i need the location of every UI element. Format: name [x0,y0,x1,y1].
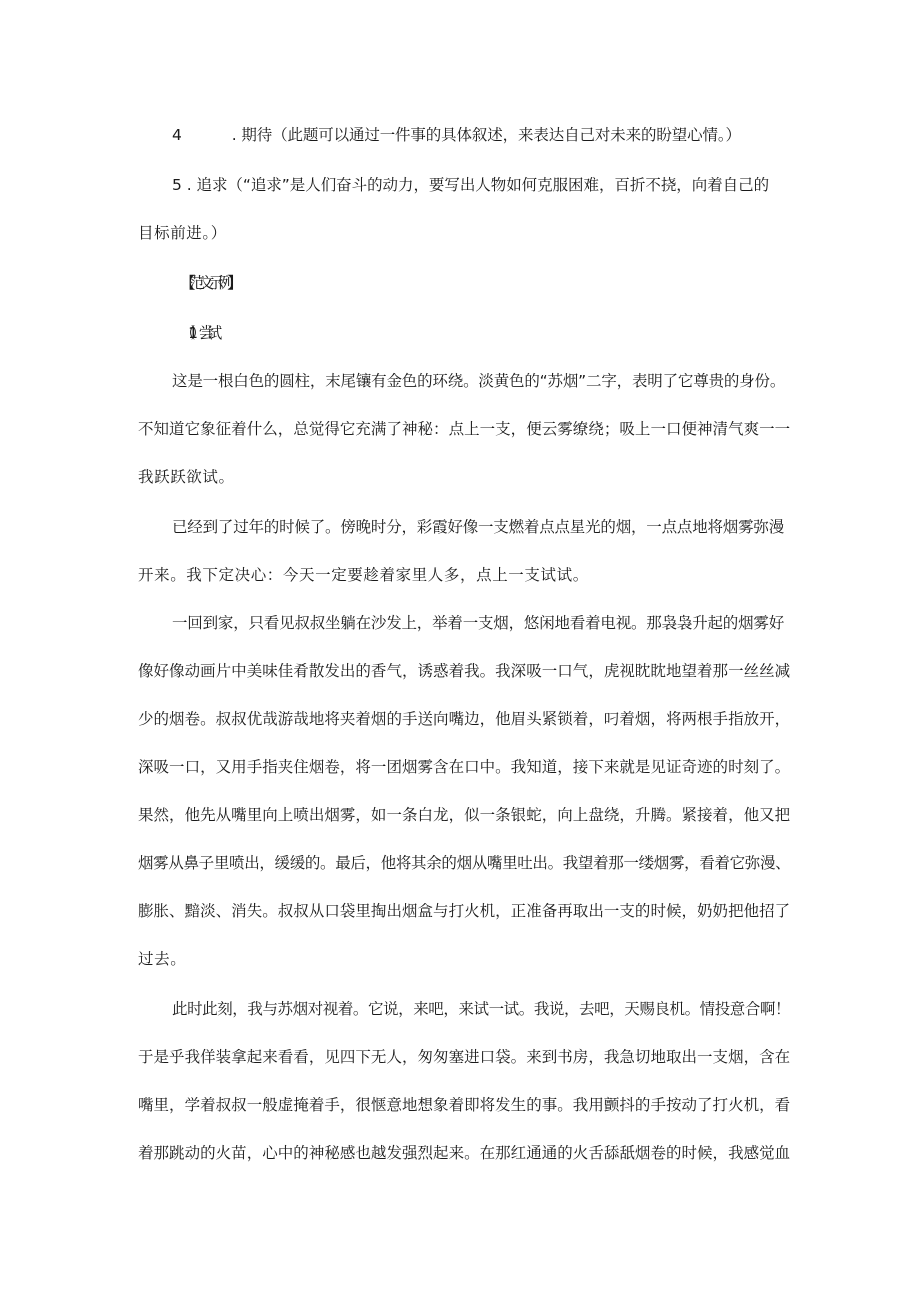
paragraph-4-line-1: 此时此刻，我与苏烟对视着。它说，来吧，来试一试。我说，去吧，天赐良机。情投意合啊！ [172,1000,791,1018]
paragraph-3-line-8: 过去。 [138,950,187,968]
list-item-5-continuation: 目标前进。） [138,224,227,242]
paragraph-3-line-7: 膨胀、黯淡、消失。叔叔从口袋里掏出烟盒与打火机，正准备再取出一支的时候，奶奶把他招了 [138,902,791,920]
list-item-4 [172,124,822,146]
paragraph-4-line-4: 着那跳动的火苗，心中的神秘感也越发强烈起来。在那红通通的火舌舔舐烟卷的时候，我感觉血 [138,1144,791,1162]
paragraph-1-line-1: 这是一根白色的圆柱，末尾镶有金色的环绕。淡黄色的“苏烟”二字，表明了它尊贵的身份。 [172,372,786,390]
section-heading: 【范文示例】 [180,274,237,292]
paragraph-1-line-2: 不知道它象征着什么，总觉得它充满了神秘：点上一支，便云雾缭绕；吸上一口便神清气爽一一 [138,420,791,438]
item-number: 5 [172,176,182,194]
paragraph-2-line-1: 已经到了过年的时候了。傍晚时分，彩霞好像一支燃着点点星光的烟，一点点地将烟雾弥漫 [172,518,785,536]
item-text: . 期待（此题可以通过一件事的具体叙述，来表达自己对未来的盼望心情。） [231,126,741,144]
subheading: （1）尝试 [180,324,215,342]
paragraph-3-line-6: 烟雾从鼻子里喷出，缓缓的。最后，他将其余的烟从嘴里吐出。我望着那一缕烟雾，看着它弥漫、 [138,854,791,872]
paragraph-4-line-2: 于是乎我佯装拿起来看看，见四下无人，匆匆塞进口袋。来到书房，我急切地取出一支烟，含在 [138,1048,791,1066]
paragraph-3-line-3: 少的烟卷。叔叔优哉游哉地将夹着烟的手送向嘴边，他眉头紧锁着，叼着烟，将两根手指放开， [138,710,791,728]
paragraph-3-line-2: 像好像动画片中美味佳肴散发出的香气，诱惑着我。我深吸一口气，虎视眈眈地望着那一丝丝减 [138,662,791,680]
paragraph-4-line-3: 嘴里，学着叔叔一般虚掩着手，很惬意地想象着即将发生的事。我用颤抖的手按动了打火机，看 [138,1096,791,1114]
item-text: . 追求（“追求”是人们奋斗的动力，要写出人物如何克服困难，百折不挠，向着自己的 [186,176,770,194]
paragraph-3-line-1: 一回到家，只看见叔叔坐躺在沙发上，举着一支烟，悠闲地看着电视。那袅袅升起的烟雾好 [172,614,785,632]
paragraph-3-line-5: 果然，他先从嘴里向上喷出烟雾，如一条白龙，似一条银蛇，向上盘绕，升腾。紧接着，他又把 [138,806,791,824]
paragraph-3-line-4: 深吸一口，又用手指夹住烟卷，将一团烟雾含在口中。我知道，接下来就是见证奇迹的时刻了。 [138,758,791,776]
paragraph-1-line-3: 我跃跃欲试。 [138,468,235,486]
item-number: 4 [172,126,182,144]
paragraph-2-line-2: 开来。我下定决心：今天一定要趁着家里人多，点上一支试试。 [138,566,589,584]
list-item-5 [172,174,822,196]
